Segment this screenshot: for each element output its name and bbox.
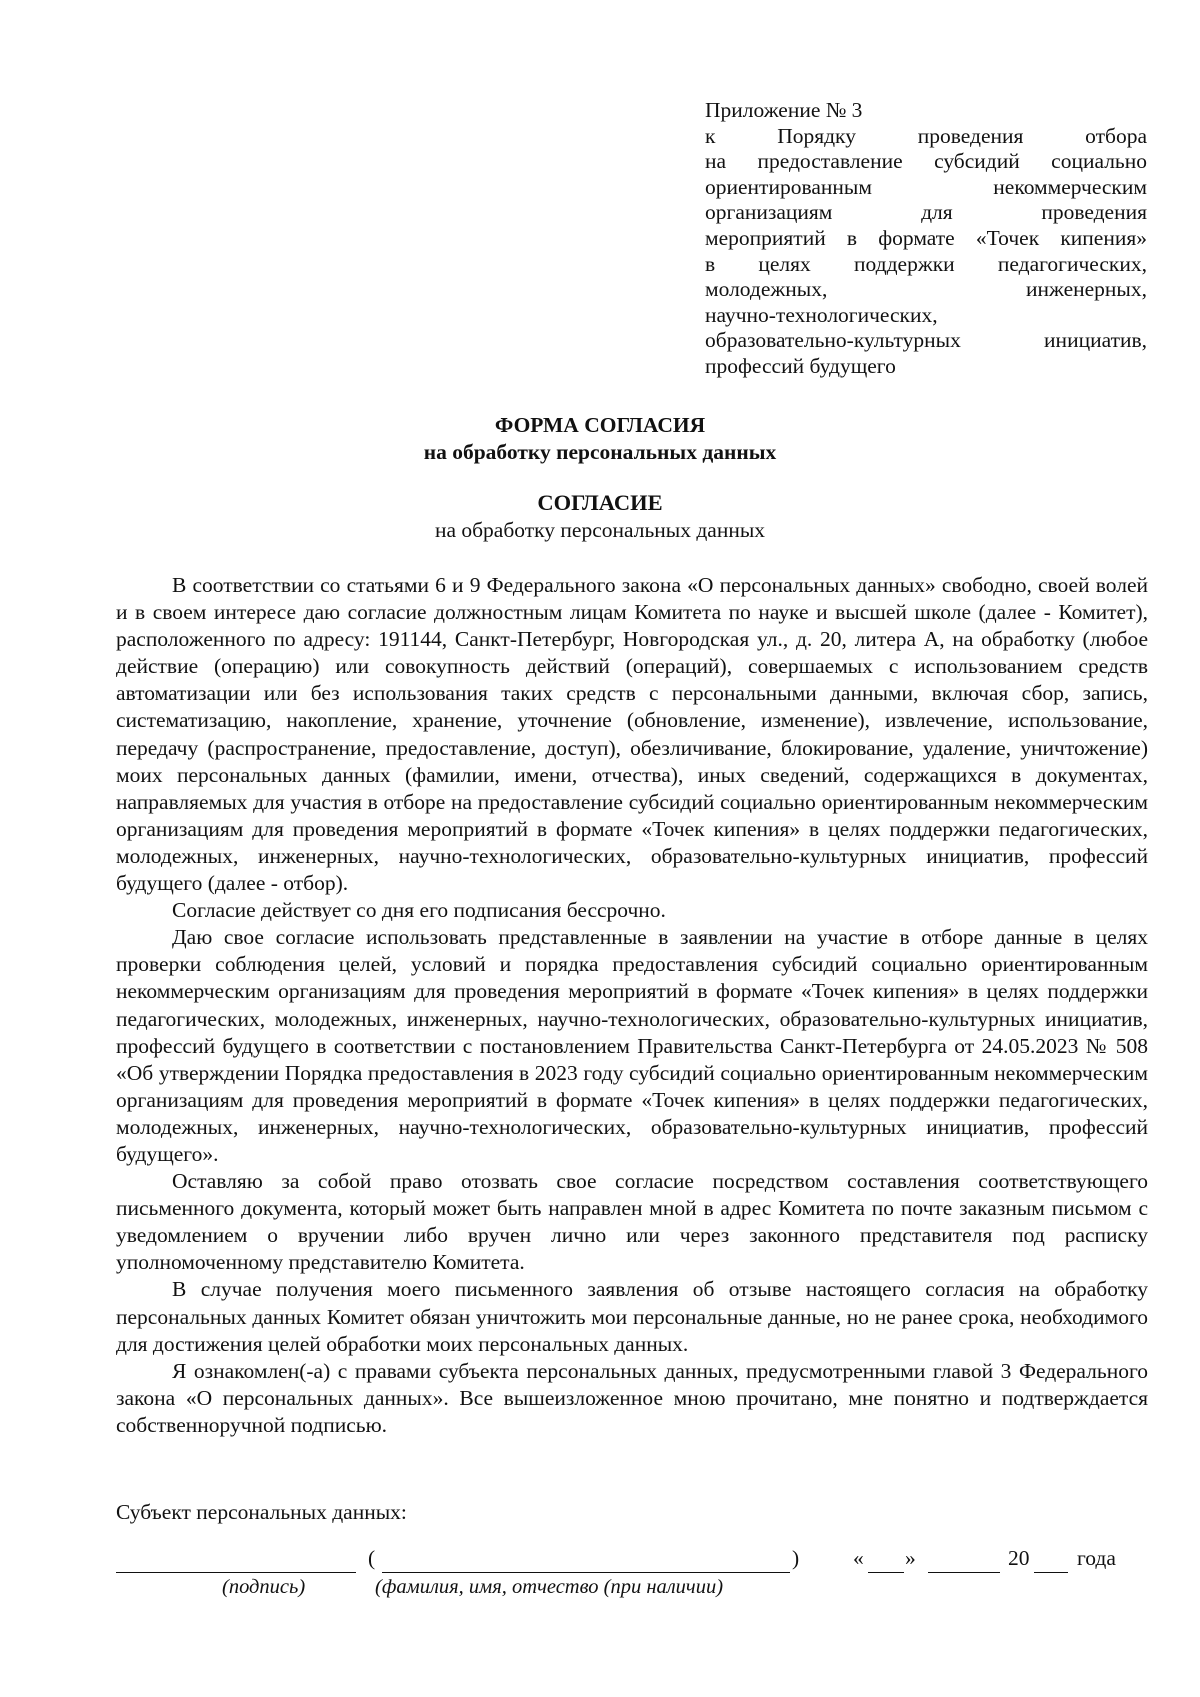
- paragraph: В соответствии со статьями 6 и 9 Федерального закона «О персональных данных» свободно, своей волей и в своем интересе даю согласие должностным лицам Комитета по науке и высшей школе (далее - Комитет), расположенного по адресу: 191144, Санкт-Петербург, Новгородская ул., д. 20, литера А, на обработку (любое действие (операцию) или совокупность действий (операций), совершаемых с использованием средств автоматизации или без использования таких средств с персональными данными, включая сбор, запись, систематизацию, накопление, хранение, уточнение (обновление, изменение), извлечение, использование, передачу (распространение, предоставление, доступ), обезличивание, блокирование, удаление, уничтожение) моих персональных данных (фамилии, имени, отчества), иных сведений, содержащихся в документах, направляемых для участия в отборе на предоставление субсидий социально ориентированным некоммерческим организациям для проведения мероприятий в формате «Точек кипения» в целях поддержки педагогических, молодежных, инженерных, научно-технологических, образовательно-культурных инициатив, профессий будущего (далее - отбор).: [116, 573, 1148, 896]
- appendix-line: научно-технологических,: [705, 302, 938, 327]
- appendix-line: профессий будущего: [705, 353, 896, 378]
- consent-title: СОГЛАСИЕ: [537, 490, 663, 515]
- signature-caption: (подпись): [222, 1576, 306, 1598]
- form-subtitle: на обработку персональных данных: [423, 440, 777, 464]
- appendix-header: [705, 98, 1147, 380]
- appendix-line: в целях поддержки педагогических,: [705, 251, 1147, 276]
- appendix-line: ориентированным некоммерческим: [705, 174, 1147, 199]
- consent-subtitle: на обработку персональных данных: [434, 518, 766, 542]
- year-line[interactable]: [1034, 1572, 1068, 1573]
- appendix-line: на предоставление субсидий социально: [705, 149, 1147, 174]
- paragraph: Оставляю за собой право отозвать свое согласие посредством составления соответствующего письменного документа, который может быть направлен мной в адрес Комитета по почте заказным письмом с уведомлением о вручении либо вручен лично или через законного представителя под расписку уполномоченному представителю Комитета.: [116, 1169, 1148, 1275]
- year-suffix: года: [1077, 1546, 1116, 1570]
- consent-body: [116, 572, 1148, 1439]
- open-paren: (: [368, 1546, 376, 1570]
- year-prefix: 20: [1008, 1546, 1030, 1570]
- appendix-line: Приложение № 3: [705, 98, 863, 122]
- appendix-line: организациям для проведения: [705, 200, 1147, 225]
- subject-label: Субъект персональных данных:: [116, 1500, 407, 1524]
- appendix-line: образовательно-культурных инициатив,: [705, 328, 1147, 353]
- appendix-line: мероприятий в формате «Точек кипения»: [705, 225, 1147, 250]
- paragraph: Я ознакомлен(-а) с правами субъекта персональных данных, предусмотренными главой 3 Федерального закона «О персональных данных». Все вышеизложенное мною прочитано, мне понятно и подтверждается собственноручной подписью.: [116, 1358, 1148, 1437]
- quote-close: »: [905, 1546, 916, 1570]
- paragraph: Согласие действует со дня его подписания бессрочно.: [172, 898, 666, 923]
- appendix-line: к Порядку проведения отбора: [705, 123, 1147, 148]
- name-caption: (фамилия, имя, отчество (при наличии): [375, 1576, 724, 1598]
- close-paren: ): [792, 1546, 800, 1570]
- day-line[interactable]: [868, 1572, 904, 1573]
- signature-row: [0, 1546, 1200, 1606]
- appendix-line: молодежных, инженерных,: [705, 277, 1147, 302]
- paragraph: Даю свое согласие использовать представленные в заявлении на участие в отборе данные в целях проверки соблюдения целей, условий и порядка предоставления субсидий социально ориентированным некоммерческим организациям для проведения мероприятий в формате «Точек кипения» в целях поддержки педагогических, молодежных, инженерных, научно-технологических, образовательно-культурных инициатив, профессий будущего в соответствии с постановлением Правительства Санкт-Петербурга от 24.05.2023 № 508 «Об утверждении Порядка предоставления в 2023 году субсидий социально ориентированным некоммерческим организациям для проведения мероприятий в формате «Точек кипения» в целях поддержки педагогических, молодежных, инженерных, научно-технологических, образовательно-культурных инициатив, профессий будущего».: [116, 925, 1148, 1166]
- quote-open: «: [853, 1546, 864, 1570]
- signature-line[interactable]: [116, 1572, 356, 1573]
- full-name-line[interactable]: [382, 1572, 790, 1573]
- paragraph: В случае получения моего письменного заявления об отзыве настоящего согласия на обработку персональных данных Комитет обязан уничтожить мои персональные данные, но не ранее срока, необходимого для достижения целей обработки моих персональных данных.: [116, 1277, 1148, 1356]
- month-line[interactable]: [928, 1572, 1000, 1573]
- form-title: ФОРМА СОГЛАСИЯ: [494, 413, 706, 437]
